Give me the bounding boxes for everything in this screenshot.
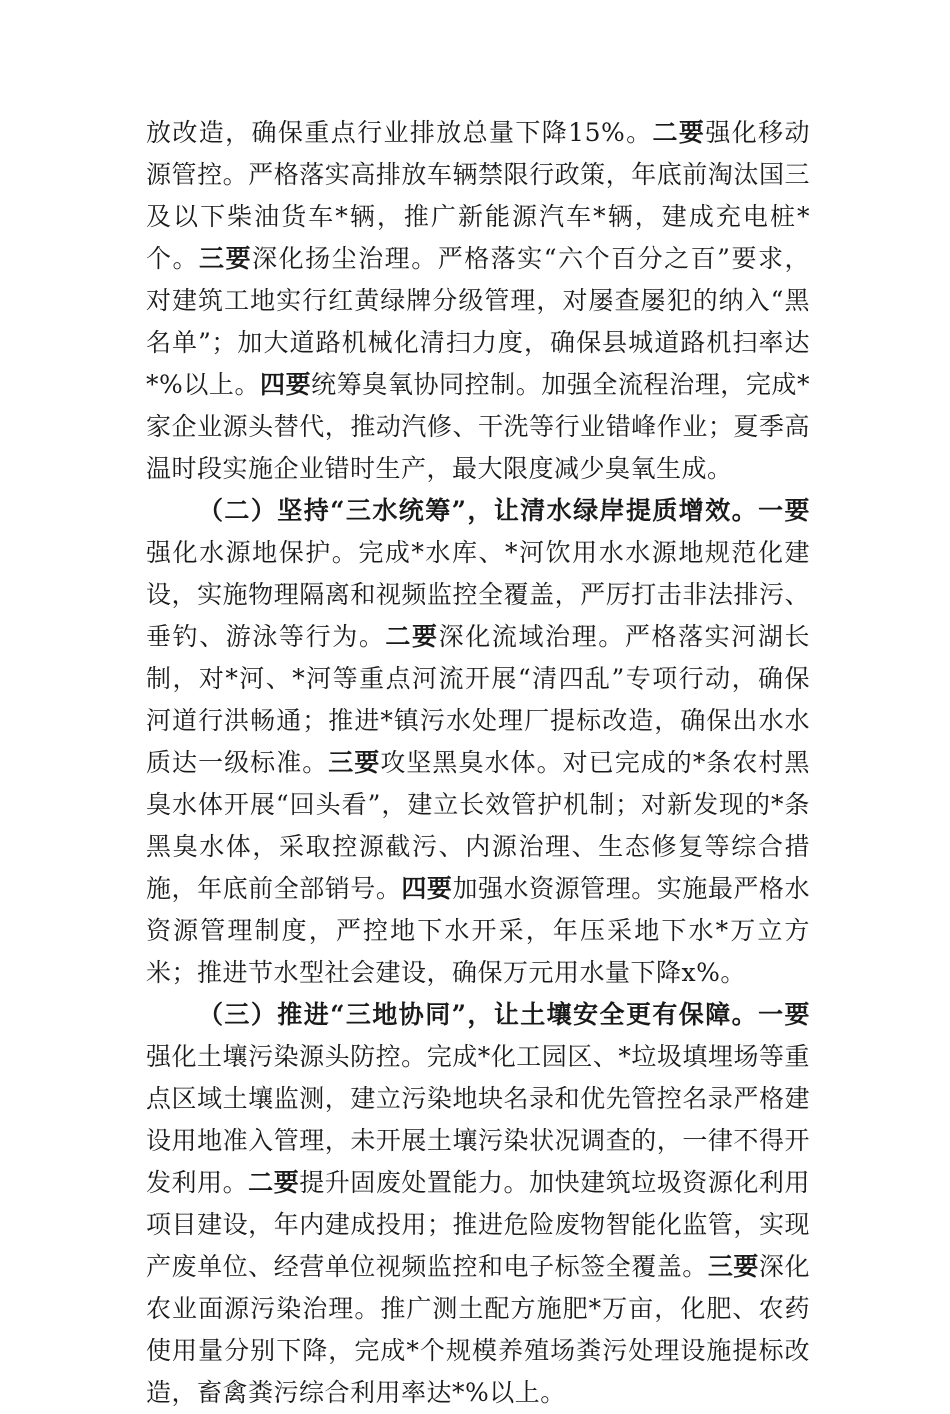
paragraph-soil-section bbox=[146, 994, 810, 1414]
bold-marker: 三要 bbox=[707, 1252, 759, 1281]
text-run: 提升固废处置能力。加快建筑垃圾资源化利用项目建设，年内建成投用；推进危险废物智能化监管，实现产废单位、经营单位视频监控和电子标签全覆盖。 bbox=[146, 1168, 810, 1281]
text-run: 深化流域治理。严格落实河湖长制，对*河、*河等重点河流开展“清四乱”专项行动，确保河道行洪畅通；推进*镇污水处理厂提标改造，确保出水水质达一级标准。 bbox=[146, 622, 810, 777]
paragraph-water-section bbox=[146, 490, 810, 994]
paragraph-air-measures bbox=[146, 112, 810, 490]
text-run: 强化土壤污染源头防控。完成*化工园区、*垃圾填埋场等重点区域土壤监测，建立污染地块名录和优先管控名录严格建设用地准入管理，未开展土壤污染状况调查的，一律不得开发利用。 bbox=[146, 1042, 810, 1197]
bold-marker: 二要 bbox=[652, 118, 706, 147]
bold-marker: 四要 bbox=[260, 370, 312, 399]
text-run: 攻坚黑臭水体。对已完成的*条农村黑臭水体开展“回头看”，建立长效管护机制；对新发现的*条黑臭水体，采取控源截污、内源治理、生态修复等综合措施，年底前全部销号。 bbox=[146, 748, 810, 903]
section-heading: （三）推进“三地协同”，让土壤安全更有保障。一要 bbox=[198, 1000, 810, 1029]
text-run: 强化移动源管控。严格落实高排放车辆禁限行政策，年底前淘汰国三及以下柴油货车*辆，推广新能源汽车*辆，建成充电桩*个。 bbox=[146, 118, 810, 273]
document-body bbox=[146, 112, 810, 1414]
bold-marker: 三要 bbox=[328, 748, 381, 777]
text-run: 放改造，确保重点行业排放总量下降15%。 bbox=[146, 118, 653, 147]
bold-marker: 三要 bbox=[199, 244, 253, 273]
section-heading: （二）坚持“三水统筹”，让清水绿岸提质增效。一要 bbox=[198, 496, 810, 525]
bold-marker: 二要 bbox=[385, 622, 439, 651]
text-run: 深化扬尘治理。严格落实“六个百分之百”要求，对建筑工地实行红黄绿牌分级管理，对屡查屡犯的纳入“黑名单”；加大道路机械化清扫力度，确保县城道路机扫率达*%以上。 bbox=[146, 244, 810, 399]
bold-marker: 四要 bbox=[401, 874, 453, 903]
text-run: 统筹臭氧协同控制。加强全流程治理，完成*家企业源头替代，推动汽修、干洗等行业错峰作业；夏季高温时段实施企业错时生产，最大限度减少臭氧生成。 bbox=[146, 370, 810, 483]
text-run: 加强水资源管理。实施最严格水资源管理制度，严控地下水开采，年压采地下水*万立方米；推进节水型社会建设，确保万元用水量下降x%。 bbox=[146, 874, 810, 987]
bold-marker: 二要 bbox=[248, 1168, 300, 1197]
text-run: 深化农业面源污染治理。推广测土配方施肥*万亩，化肥、农药使用量分别下降，完成*个规模养殖场粪污处理设施提标改造，畜禽粪污综合利用率达*%以上。 bbox=[146, 1252, 810, 1407]
text-run: 强化水源地保护。完成*水库、*河饮用水水源地规范化建设，实施物理隔离和视频监控全覆盖，严厉打击非法排污、垂钓、游泳等行为。 bbox=[146, 538, 810, 651]
